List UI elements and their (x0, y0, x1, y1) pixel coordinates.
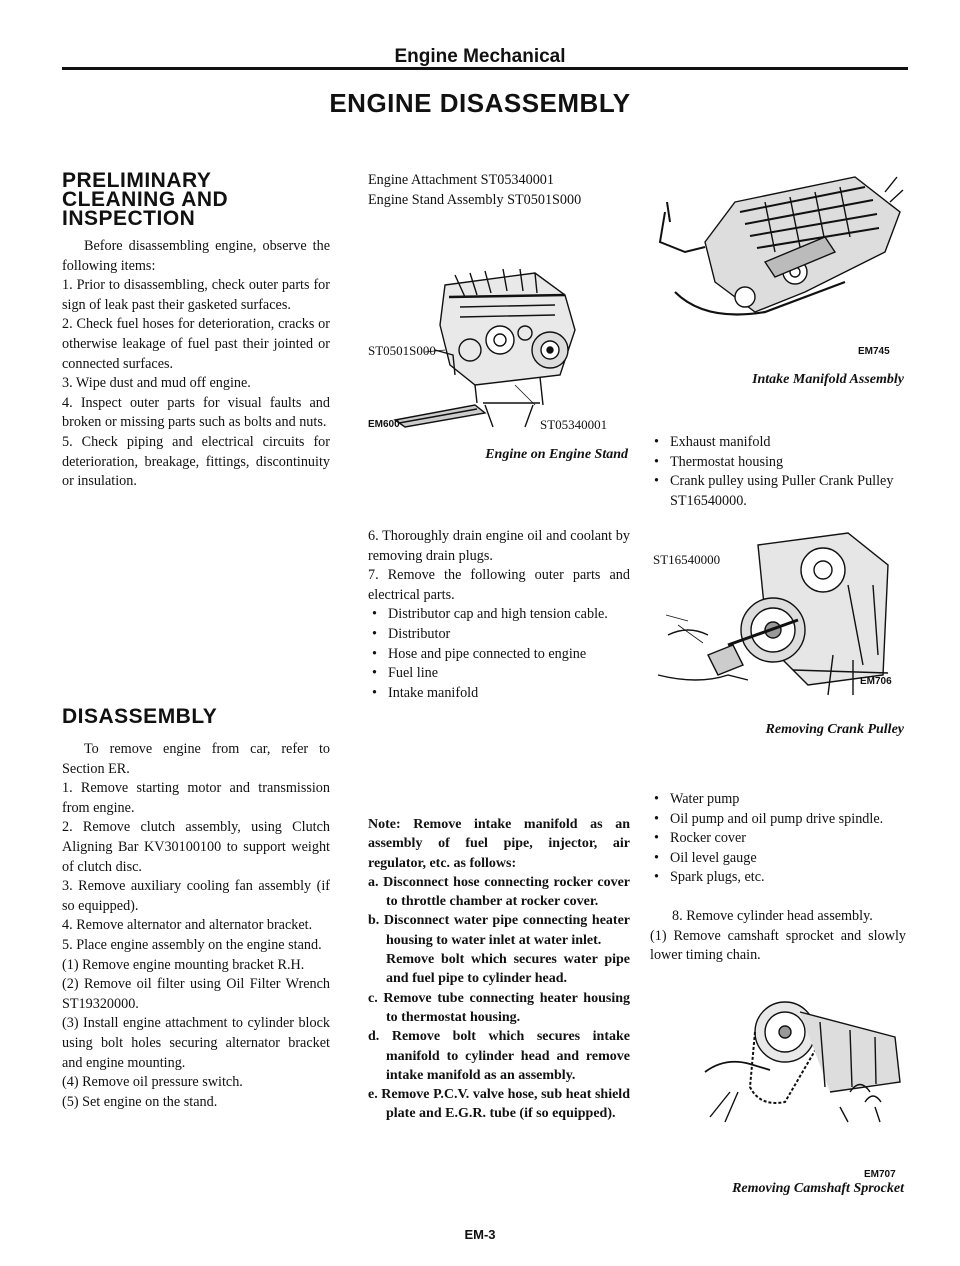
outer-parts-list (368, 605, 630, 703)
right-bullets-2 (650, 790, 906, 888)
fig1-label-attachment: ST05340001 (540, 417, 608, 432)
list-item: • Oil pump and oil pump drive spindle. (650, 810, 906, 830)
fig-camshaft-caption: Removing Camshaft Sprocket (732, 1181, 904, 1196)
middle-steps (368, 527, 630, 703)
prelim-item: 3. Wipe dust and mud off engine. (62, 375, 251, 392)
note-item: d. Remove bolt which secures intake manifold to cylinder head and remove intake manifold as an assembly. (368, 1029, 630, 1083)
list-item: • Water pump (650, 790, 906, 810)
right-bullets-1 (650, 433, 906, 511)
prelim-item: 1. Prior to disassembling, check outer parts for sign of leak past their gasketed surfaces. (62, 277, 330, 313)
note-item: Remove bolt which secures water pipe and fuel pipe to cylinder head. (386, 952, 630, 987)
disassembly-item: 2. Remove clutch assembly, using Clutch Aligning Bar KV30100100 to support weight of clutch disc. (62, 819, 330, 875)
prelim-body (62, 237, 330, 492)
fig-crank-label: ST16540000 (653, 552, 721, 567)
fig-crank-code: EM706 (860, 676, 892, 687)
step-8: 8. Remove cylinder head assembly. (672, 908, 873, 924)
disassembly-item: 3. Remove auxiliary cooling fan assembly (if so equipped). (62, 878, 330, 914)
tool-line: Engine Stand Assembly ST0501S000 (368, 191, 582, 208)
fig1-label-stand: ST0501S000 (368, 343, 436, 358)
disassembly-item: 4. Remove alternator and alternator bracket. (62, 917, 313, 934)
fig1-caption: Engine on Engine Stand (485, 447, 628, 462)
tool-list (368, 171, 628, 210)
note-intro: Note: Remove intake manifold as an assembly of fuel pipe, injector, air regulator, etc. as follows: (368, 817, 630, 871)
list-item: • Rocker cover (650, 829, 906, 849)
step-8-1: (1) Remove camshaft sprocket and slowly lower timing chain. (650, 927, 906, 964)
prelim-item: 2. Check fuel hoses for deterioration, cracks or otherwise leakage of fuel past their jointed or connected surfaces. (62, 316, 330, 372)
prelim-item: 4. Inspect outer parts for visual faults and broken or missing parts such as bolts and nuts. (62, 394, 330, 431)
camshaft-sprocket-figure (690, 992, 905, 1132)
note-item: c. Remove tube connecting heater housing to thermostat housing. (368, 990, 630, 1025)
fig1-code: EM600 (368, 419, 400, 430)
prelim-heading-line-2: CLEANING AND (62, 188, 229, 211)
fig-camshaft-code: EM707 (864, 1169, 896, 1180)
disassembly-subitem: (3) Install engine attachment to cylinder block using bolt holes securing alternator bracket and engine mounting. (62, 1015, 330, 1071)
step-6: 6. Thoroughly drain engine oil and coolant by removing drain plugs. (368, 528, 630, 564)
intake-manifold-figure (645, 172, 907, 337)
note-block (368, 815, 630, 1124)
note-item: a. Disconnect hose connecting rocker cover to throttle chamber at rocker cover. (368, 874, 630, 910)
running-header: Engine Mechanical (394, 46, 566, 67)
disassembly-subitem: (5) Set engine on the stand. (62, 1093, 218, 1110)
prelim-heading-line-3: INSPECTION (62, 207, 196, 230)
note-item: e. Remove P.C.V. valve hose, sub heat shield plate and E.G.R. tube (if so equipped). (368, 1087, 630, 1122)
disassembly-subitem: (1) Remove engine mounting bracket R.H. (62, 956, 305, 973)
list-item: • Fuel line (368, 664, 630, 684)
prelim-item: 5. Check piping and electrical circuits for deterioration, breakage, fittings, discontinuity or insulation. (62, 433, 330, 490)
header-rule (62, 67, 908, 70)
disassembly-intro: To remove engine from car, refer to Section ER. (62, 741, 330, 777)
step-7: 7. Remove the following outer parts and electrical parts. (368, 567, 630, 603)
disassembly-item: 5. Place engine assembly on the engine stand. (62, 936, 322, 953)
note-item: b. Disconnect water pipe connecting heater housing to water inlet at water inlet. (368, 913, 630, 948)
fig-crank-caption: Removing Crank Pulley (765, 722, 904, 737)
fig-manifold-code: EM745 (858, 346, 890, 357)
list-item: • Oil level gauge (650, 849, 906, 869)
step-8-block (650, 907, 906, 966)
disassembly-item: 1. Remove starting motor and transmission from engine. (62, 780, 330, 816)
page-title: ENGINE DISASSEMBLY (329, 88, 631, 118)
list-item: • Hose and pipe connected to engine (368, 645, 630, 665)
disassembly-body (62, 740, 330, 1112)
removal-list-2 (650, 790, 906, 888)
page-number: EM-3 (464, 1227, 496, 1242)
list-item: • Distributor (368, 625, 630, 645)
disassembly-subitem: (4) Remove oil pressure switch. (62, 1074, 243, 1091)
removal-list (650, 433, 906, 511)
disassembly-subitem: (2) Remove oil filter using Oil Filter Wrench ST19320000. (62, 976, 330, 1012)
list-item: • Spark plugs, etc. (650, 868, 906, 888)
disassembly-heading: DISASSEMBLY (62, 705, 218, 728)
prelim-heading (62, 171, 312, 228)
list-item: • Thermostat housing (650, 453, 906, 473)
prelim-heading-line-1: PRELIMINARY (62, 169, 212, 192)
tool-line: Engine Attachment ST05340001 (368, 172, 554, 188)
list-item: • Distributor cap and high tension cable. (368, 605, 630, 625)
list-item: • Exhaust manifold (650, 433, 906, 453)
list-item: • Intake manifold (368, 684, 630, 704)
fig-manifold-caption: Intake Manifold Assembly (752, 372, 904, 387)
prelim-intro: Before disassembling engine, observe the following items: (62, 238, 330, 274)
list-item: • Crank pulley using Puller Crank Pulley ST16540000. (650, 472, 906, 511)
